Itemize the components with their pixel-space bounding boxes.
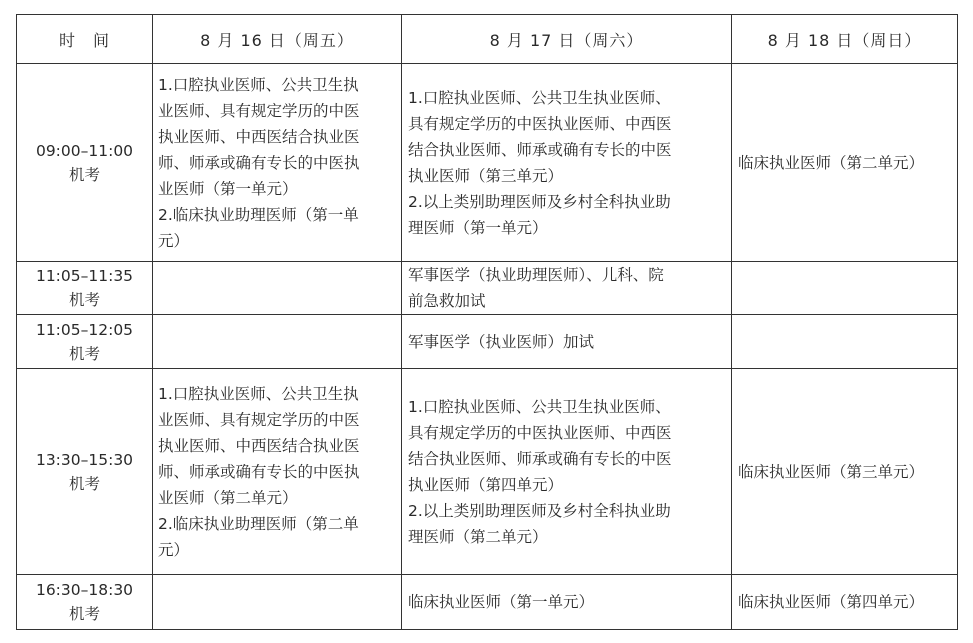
cell-text-line: 执业医师、中西医结合执业医 — [158, 127, 360, 146]
time-range: 11:05–12:05 — [35, 320, 134, 339]
day3-cell — [732, 575, 958, 630]
table-row — [17, 315, 958, 369]
cell-text-line: 前急救加试 — [408, 292, 486, 310]
cell-text-line: 执业医师（第三单元） — [408, 166, 564, 185]
day1-cell — [153, 369, 402, 575]
exam-schedule-table — [16, 14, 958, 630]
time-cell — [17, 64, 153, 262]
cell-text-line: 具有规定学历的中医执业医师、中西医 — [408, 423, 672, 442]
day2-cell — [402, 575, 732, 630]
cell-text-line: 执业医师、中西医结合执业医 — [158, 436, 360, 455]
table-row — [17, 369, 958, 575]
time-range: 16:30–18:30 — [35, 581, 134, 599]
time-range: 13:30–15:30 — [35, 450, 134, 469]
table-row — [17, 575, 958, 630]
day3-cell — [732, 315, 958, 369]
cell-text-line: 1.口腔执业医师、公共卫生执业医师、 — [408, 397, 671, 416]
cell-text-line: 师、师承或确有专长的中医执 — [158, 153, 360, 172]
exam-mode: 机考 — [68, 165, 100, 184]
cell-text-line: 临床执业医师（第一单元） — [408, 593, 595, 611]
cell-text-line: 执业医师（第四单元） — [408, 475, 564, 494]
day2-cell — [402, 262, 732, 315]
time-cell — [17, 369, 153, 575]
header-day1: 8 月 16 日（周五） — [153, 15, 402, 64]
cell-text-line: 结合执业医师、师承或确有专长的中医 — [408, 449, 672, 468]
cell-text-line: 业医师、具有规定学历的中医 — [158, 101, 360, 120]
cell-text-line: 2.临床执业助理医师（第二单 — [158, 514, 359, 533]
cell-text-line: 军事医学（执业助理医师）、儿科、院 — [408, 266, 664, 284]
day1-cell — [153, 315, 402, 369]
day1-cell — [153, 64, 402, 262]
day1-cell — [153, 262, 402, 315]
exam-mode: 机考 — [68, 344, 100, 363]
header-day3: 8 月 18 日（周日） — [732, 15, 958, 64]
cell-text-line: 临床执业医师（第二单元） — [738, 153, 925, 172]
cell-text-line: 元） — [158, 540, 190, 559]
cell-text-line: 业医师、具有规定学历的中医 — [158, 410, 360, 429]
cell-text-line: 1.口腔执业医师、公共卫生执业医师、 — [408, 88, 671, 107]
time-range: 11:05–11:35 — [35, 267, 134, 285]
time-cell — [17, 315, 153, 369]
time-range: 09:00–11:00 — [35, 141, 134, 160]
cell-text-line: 临床执业医师（第四单元） — [738, 593, 925, 611]
exam-mode: 机考 — [68, 291, 100, 309]
cell-text-line: 临床执业医师（第三单元） — [738, 462, 925, 481]
header-time: 时 间 — [17, 15, 153, 64]
cell-text-line: 1.口腔执业医师、公共卫生执 — [158, 75, 359, 94]
cell-text-line: 2.以上类别助理医师及乡村全科执业助 — [408, 192, 671, 211]
day3-cell — [732, 369, 958, 575]
day3-cell — [732, 64, 958, 262]
cell-text-line: 业医师（第二单元） — [158, 488, 298, 507]
cell-text-line: 理医师（第二单元） — [408, 527, 548, 546]
cell-text-line: 2.以上类别助理医师及乡村全科执业助 — [408, 501, 671, 520]
cell-text-line: 元） — [158, 231, 190, 250]
cell-text-line: 业医师（第一单元） — [158, 179, 298, 198]
cell-text-line: 2.临床执业助理医师（第一单 — [158, 205, 359, 224]
day2-cell — [402, 64, 732, 262]
day3-cell — [732, 262, 958, 315]
cell-text-line: 军事医学（执业医师）加试 — [408, 332, 595, 351]
exam-mode: 机考 — [68, 605, 100, 623]
cell-text-line: 师、师承或确有专长的中医执 — [158, 462, 360, 481]
header-day2: 8 月 17 日（周六） — [402, 15, 732, 64]
time-cell — [17, 262, 153, 315]
cell-text-line: 1.口腔执业医师、公共卫生执 — [158, 384, 359, 403]
day1-cell — [153, 575, 402, 630]
time-cell — [17, 575, 153, 630]
table-row — [17, 262, 958, 315]
cell-text-line: 具有规定学历的中医执业医师、中西医 — [408, 114, 672, 133]
table-header-row — [17, 15, 958, 64]
day2-cell — [402, 315, 732, 369]
table-row — [17, 64, 958, 262]
cell-text-line: 理医师（第一单元） — [408, 218, 548, 237]
cell-text-line: 结合执业医师、师承或确有专长的中医 — [408, 140, 672, 159]
day2-cell — [402, 369, 732, 575]
exam-mode: 机考 — [68, 474, 100, 493]
